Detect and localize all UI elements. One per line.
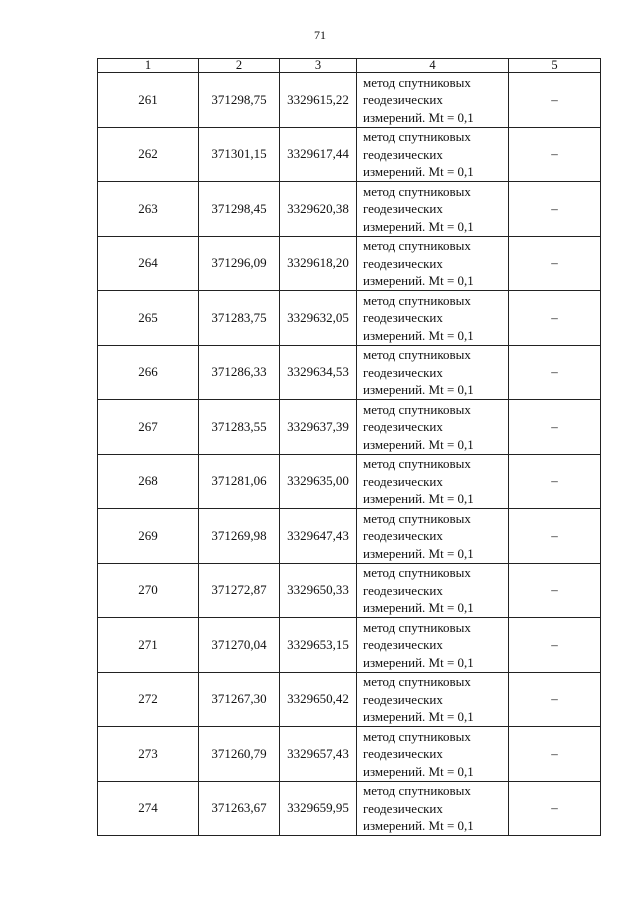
point-number-cell: 261 xyxy=(98,73,199,128)
method-cell xyxy=(357,291,509,346)
table-row xyxy=(98,454,601,509)
method-line: измерений. Mt = 0,1 xyxy=(363,545,474,561)
method-line: метод спутниковых xyxy=(363,674,471,689)
table-row xyxy=(98,345,601,400)
y-coordinate-cell: 3329659,95 xyxy=(280,781,357,836)
method-cell xyxy=(357,400,509,455)
table-row xyxy=(98,400,601,455)
table-row xyxy=(98,73,601,128)
method-cell xyxy=(357,563,509,618)
table-row xyxy=(98,672,601,727)
x-coordinate-cell: 371272,87 xyxy=(199,563,280,618)
method-line: геодезических xyxy=(363,92,443,107)
point-number-cell: 264 xyxy=(98,236,199,291)
method-cell xyxy=(357,618,509,673)
column-5-cell: – xyxy=(509,73,601,128)
method-line: измерений. Mt = 0,1 xyxy=(363,327,474,343)
point-number-cell: 274 xyxy=(98,781,199,836)
x-coordinate-cell: 371263,67 xyxy=(199,781,280,836)
method-line: измерений. Mt = 0,1 xyxy=(363,600,474,615)
y-coordinate-cell: 3329650,33 xyxy=(280,563,357,618)
point-number-cell: 262 xyxy=(98,127,199,182)
x-coordinate-cell: 371281,06 xyxy=(199,454,280,509)
method-line: геодезических xyxy=(363,255,443,271)
y-coordinate-cell: 3329647,43 xyxy=(280,509,357,564)
method-line: геодезических xyxy=(363,310,443,325)
method-line: геодезических xyxy=(363,473,443,489)
column-5-cell: – xyxy=(509,563,601,618)
x-coordinate-cell: 371298,75 xyxy=(199,73,280,128)
y-coordinate-cell: 3329635,00 xyxy=(280,454,357,509)
method-cell xyxy=(357,127,509,182)
y-coordinate-cell: 3329615,22 xyxy=(280,73,357,128)
method-line: метод спутниковых xyxy=(363,456,471,471)
table-row xyxy=(98,509,601,564)
method-cell xyxy=(357,182,509,237)
x-coordinate-cell: 371283,75 xyxy=(199,291,280,346)
method-line: метод спутниковых xyxy=(363,401,471,417)
page-number: 71 xyxy=(314,28,326,42)
x-coordinate-cell: 371269,98 xyxy=(199,509,280,564)
method-line: метод спутниковых xyxy=(363,74,471,90)
point-number-cell: 265 xyxy=(98,291,199,346)
method-line: метод спутниковых xyxy=(363,728,471,744)
x-coordinate-cell: 371286,33 xyxy=(199,345,280,400)
column-5-cell: – xyxy=(509,291,601,346)
table-row xyxy=(98,618,601,673)
method-line: измерений. Mt = 0,1 xyxy=(363,491,474,506)
y-coordinate-cell: 3329653,15 xyxy=(280,618,357,673)
method-line: метод спутниковых xyxy=(363,347,471,362)
method-line: метод спутниковых xyxy=(363,129,471,144)
y-coordinate-cell: 3329620,38 xyxy=(280,182,357,237)
y-coordinate-cell: 3329634,53 xyxy=(280,345,357,400)
method-line: геодезических xyxy=(363,691,443,707)
method-line: метод спутниковых xyxy=(363,619,471,635)
method-line: измерений. Mt = 0,1 xyxy=(363,382,474,397)
column-5-cell: – xyxy=(509,400,601,455)
y-coordinate-cell: 3329632,05 xyxy=(280,291,357,346)
table-row xyxy=(98,127,601,182)
x-coordinate-cell: 371283,55 xyxy=(199,400,280,455)
header-col-3: 3 xyxy=(280,59,357,73)
method-line: измерений. Mt = 0,1 xyxy=(363,818,474,833)
y-coordinate-cell: 3329618,20 xyxy=(280,236,357,291)
column-5-cell: – xyxy=(509,182,601,237)
x-coordinate-cell: 371296,09 xyxy=(199,236,280,291)
y-coordinate-cell: 3329617,44 xyxy=(280,127,357,182)
method-line: измерений. Mt = 0,1 xyxy=(363,273,474,288)
method-line: измерений. Mt = 0,1 xyxy=(363,109,474,125)
column-5-cell: – xyxy=(509,454,601,509)
method-cell xyxy=(357,236,509,291)
x-coordinate-cell: 371270,04 xyxy=(199,618,280,673)
table-row xyxy=(98,781,601,836)
column-5-cell: – xyxy=(509,509,601,564)
column-5-cell: – xyxy=(509,781,601,836)
point-number-cell: 263 xyxy=(98,182,199,237)
method-line: метод спутниковых xyxy=(363,183,471,199)
method-line: измерений. Mt = 0,1 xyxy=(363,164,474,179)
point-number-cell: 269 xyxy=(98,509,199,564)
y-coordinate-cell: 3329657,43 xyxy=(280,727,357,782)
table-row xyxy=(98,727,601,782)
method-cell xyxy=(357,781,509,836)
method-line: метод спутниковых xyxy=(363,238,471,253)
header-col-4: 4 xyxy=(357,59,509,73)
coordinates-table xyxy=(97,58,601,836)
method-line: измерений. Mt = 0,1 xyxy=(363,654,474,670)
method-line: геодезических xyxy=(363,146,443,162)
y-coordinate-cell: 3329637,39 xyxy=(280,400,357,455)
method-line: геодезических xyxy=(363,201,443,216)
point-number-cell: 268 xyxy=(98,454,199,509)
method-line: метод спутниковых xyxy=(363,783,471,798)
method-line: геодезических xyxy=(363,800,443,816)
method-line: метод спутниковых xyxy=(363,292,471,308)
y-coordinate-cell: 3329650,42 xyxy=(280,672,357,727)
method-cell xyxy=(357,727,509,782)
column-5-cell: – xyxy=(509,127,601,182)
method-line: метод спутниковых xyxy=(363,510,471,526)
column-5-cell: – xyxy=(509,345,601,400)
x-coordinate-cell: 371267,30 xyxy=(199,672,280,727)
point-number-cell: 267 xyxy=(98,400,199,455)
method-line: геодезических xyxy=(363,364,443,380)
x-coordinate-cell: 371301,15 xyxy=(199,127,280,182)
method-line: метод спутниковых xyxy=(363,565,471,580)
method-cell xyxy=(357,454,509,509)
point-number-cell: 271 xyxy=(98,618,199,673)
method-line: измерений. Mt = 0,1 xyxy=(363,763,474,779)
point-number-cell: 273 xyxy=(98,727,199,782)
table-header-row xyxy=(98,59,601,73)
x-coordinate-cell: 371298,45 xyxy=(199,182,280,237)
method-line: измерений. Mt = 0,1 xyxy=(363,436,474,452)
method-line: геодезических xyxy=(363,582,443,598)
method-cell xyxy=(357,672,509,727)
table-body xyxy=(98,73,601,836)
point-number-cell: 272 xyxy=(98,672,199,727)
x-coordinate-cell: 371260,79 xyxy=(199,727,280,782)
column-5-cell: – xyxy=(509,672,601,727)
point-number-cell: 270 xyxy=(98,563,199,618)
table-row xyxy=(98,563,601,618)
point-number-cell: 266 xyxy=(98,345,199,400)
method-line: геодезических xyxy=(363,419,443,434)
header-col-5: 5 xyxy=(509,59,601,73)
column-5-cell: – xyxy=(509,618,601,673)
method-cell xyxy=(357,73,509,128)
table-row xyxy=(98,236,601,291)
method-cell xyxy=(357,509,509,564)
table-row xyxy=(98,182,601,237)
column-5-cell: – xyxy=(509,727,601,782)
method-line: геодезических xyxy=(363,637,443,652)
method-line: геодезических xyxy=(363,746,443,761)
method-line: измерений. Mt = 0,1 xyxy=(363,709,474,724)
method-line: измерений. Mt = 0,1 xyxy=(363,218,474,234)
header-col-2: 2 xyxy=(199,59,280,73)
table-row xyxy=(98,291,601,346)
column-5-cell: – xyxy=(509,236,601,291)
header-col-1: 1 xyxy=(98,59,199,73)
method-cell xyxy=(357,345,509,400)
method-line: геодезических xyxy=(363,528,443,543)
